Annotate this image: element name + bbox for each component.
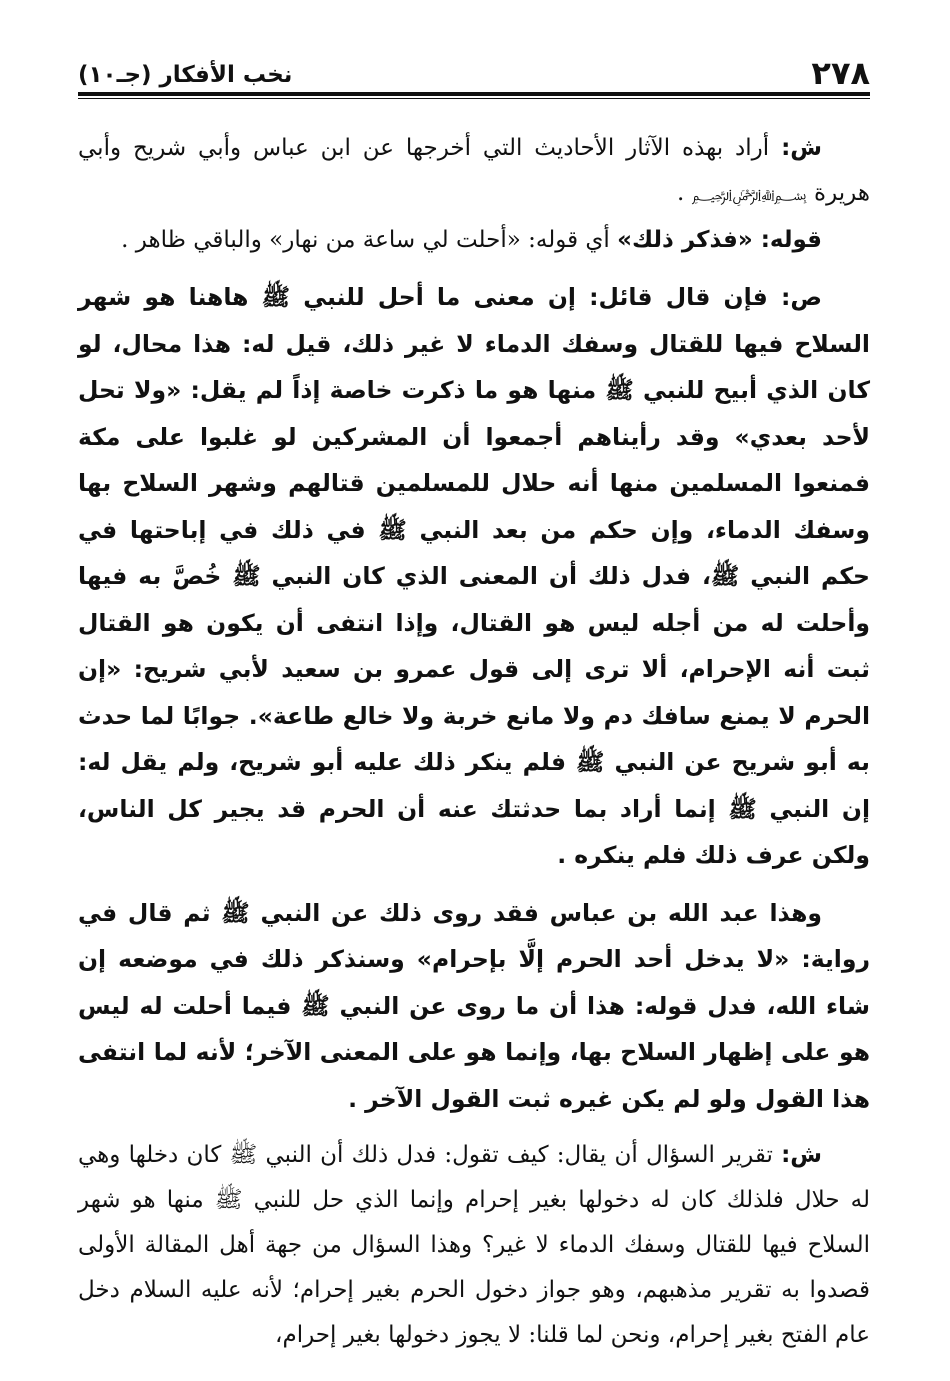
running-title: نخب الأفكار (جـ١٠) <box>78 62 293 88</box>
paragraph-end: . <box>676 180 692 206</box>
header-rule-thick <box>78 92 870 96</box>
page-body <box>78 126 870 1358</box>
sad-marker: ص: <box>780 283 822 311</box>
header-rule-thin <box>78 98 870 99</box>
text-paragraph-2 <box>78 890 870 1123</box>
sharh-marker: ش: <box>781 135 822 161</box>
paragraph-text: فإن قال قائل: إن معنى ما أحل للنبي ﷺ هاهنا هو شهر السلاح فيها للقتال وسفك الدماء لا غير ذلك، قيل له: هذا محال، لو كان الذي أبيح للنبي ﷺ منها هو ما ذكرت خاصة إذاً لم يقل: «ولا تحل لأحد بعدي» وقد رأيناهم أجمعوا أن المشركين لو غلبوا على مكة فمنعوا المسلمين منها أنه حلال للمسلمين قتالهم وشهر السلاح بها وسفك الدماء، وإن حكم من بعد النبي ﷺ في ذلك في إباحتها في حكم النبي ﷺ، فدل ذلك أن المعنى الذي كان النبي ﷺ خُصَّ به فيها وأحلت له من أجله ليس هو القتال، وإذا انتفى أن يكون هو القتال ثبت أنه الإحرام، ألا ترى إلى قول عمرو بن سعيد لأبي شريح: «إن الحرم لا يمنع سافك دم ولا مانع خربة ولا خالع طاعة». جوابًا لما حدث به أبو شريح عن النبي ﷺ فلم ينكر ذلك عليه أبو شريح، ولم يقل له: إن النبي ﷺ إنما أراد بما حدثتك عنه أن الحرم قد يجير كل الناس، ولكن عرف ذلك فلم ينكره . <box>78 283 870 869</box>
paragraph-text: أي قوله: «أحلت لي ساعة من نهار» والباقي ظاهر . <box>121 227 618 253</box>
text-paragraph-1 <box>78 274 870 879</box>
paragraph-text: أراد بهذه الآثار الأحاديث التي أخرجها عن ابن عباس وأبي شريح وأبي هريرة <box>78 135 870 206</box>
page-header <box>78 52 870 92</box>
commentary-paragraph-3 <box>78 1133 870 1358</box>
honorific-glyph: ﷽ <box>691 186 807 204</box>
commentary-paragraph-2 <box>78 218 870 263</box>
paragraph-text: وهذا عبد الله بن عباس فقد روى ذلك عن النبي ﷺ ثم قال في رواية: «لا يدخل أحد الحرم إلَّا بإحرام» وسنذكر ذلك في موضعه إن شاء الله، فدل قوله: هذا أن ما روى عن النبي ﷺ فيما أحلت له ليس هو على إظهار السلاح بها، وإنما هو على المعنى الآخر؛ لأنه لما انتفى هذا القول ولو لم يكن غيره ثبت القول الآخر . <box>78 898 870 1113</box>
sharh-marker: ش: <box>781 1142 822 1168</box>
paragraph-text: تقرير السؤال أن يقال: كيف تقول: فدل ذلك أن النبي ﷺ كان دخلها وهي له حلال فلذلك كان له دخولها بغير إحرام وإنما الذي حل للنبي ﷺ منها هو شهر السلاح فيها للقتال وسفك الدماء لا غير؟ وهذا السؤال من جهة أهل المقالة الأولى قصدوا به تقرير مذهبهم، وهو جواز دخول الحرم بغير إحرام؛ لأنه عليه السلام دخل عام الفتح بغير إحرام، ونحن لما قلنا: لا يجوز دخولها بغير إحرام، <box>78 1142 870 1348</box>
quote-keyword: قوله: «فذكر ذلك» <box>617 227 822 253</box>
page-number: ٢٧٨ <box>811 54 870 92</box>
commentary-paragraph-1 <box>78 126 870 218</box>
